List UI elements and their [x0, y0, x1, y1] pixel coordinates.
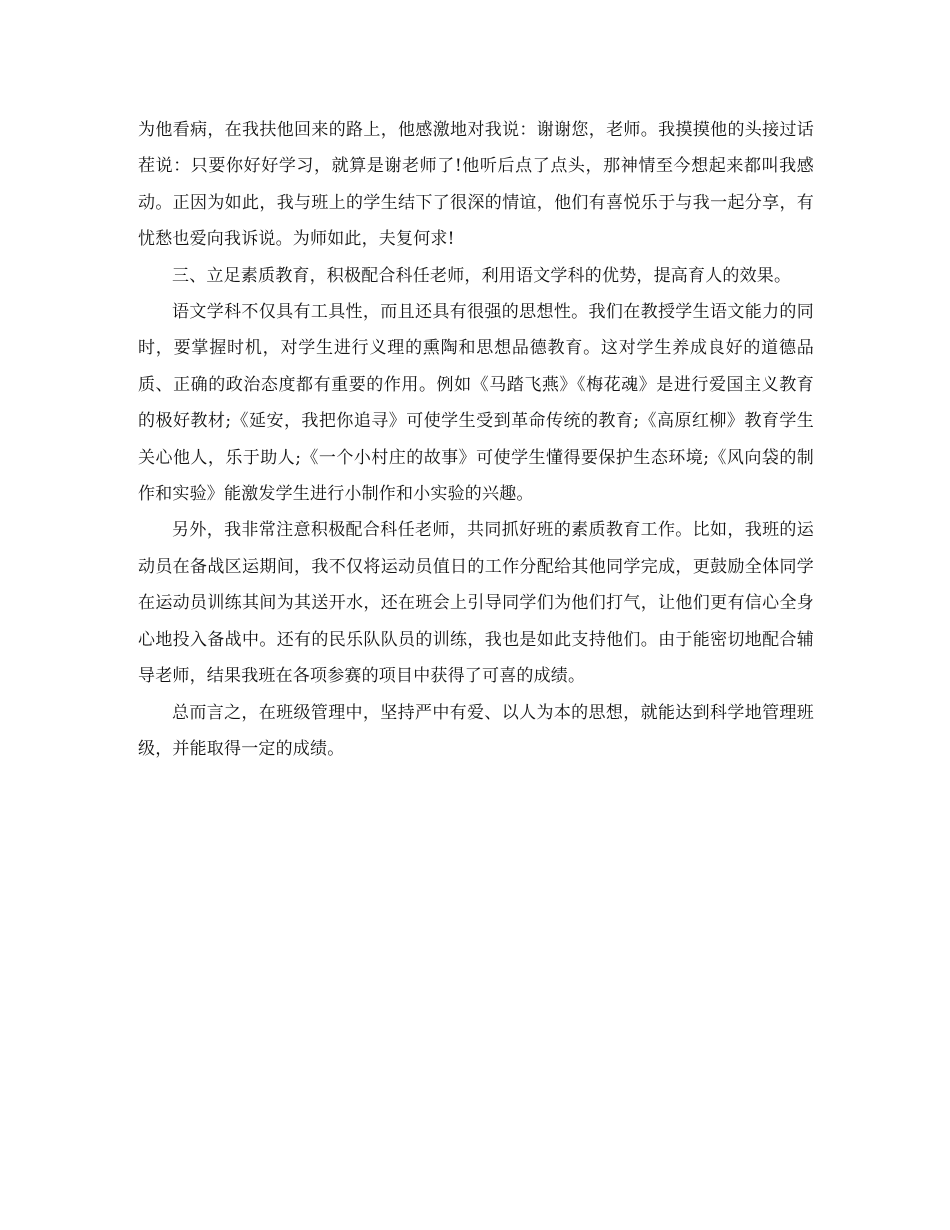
paragraph-chinese-subject: 语文学科不仅具有工具性，而且还具有很强的思想性。我们在教授学生语文能力的同时，要掌握时机，对学生进行义理的熏陶和思想品德教育。这对学生养成良好的道德品质、正确的政治态度都有重要的作用。例如《马踏飞燕》《梅花魂》是进行爱国主义教育的极好教材;《延安，我把你追寻》可使学生受到革命传统的教育;《高原红柳》教育学生关心他人，乐于助人;《一个小村庄的故事》可使学生懂得要保护生态环境;《风向袋的制作和实验》能激发学生进行小制作和小实验的兴趣。	[138, 302, 814, 505]
document-body	[138, 112, 814, 767]
paragraph-continuation: 为他看病，在我扶他回来的路上，他感激地对我说：谢谢您，老师。我摸摸他的头接过话茬说：只要你好好学习，就算是谢老师了!他听后点了点头，那神情至今想起来都叫我感动。正因为如此，我与班上的学生结下了很深的情谊，他们有喜悦乐于与我一起分享，有忧愁也爱向我诉说。为师如此，夫复何求!	[138, 120, 814, 250]
paragraph-conclusion: 总而言之，在班级管理中，坚持严中有爱、以人为本的思想，就能达到科学地管理班级，并能取得一定的成绩。	[138, 702, 814, 759]
paragraph-cooperation: 另外，我非常注意积极配合科任老师，共同抓好班的素质教育工作。比如，我班的运动员在备战区运期间，我不仅将运动员值日的工作分配给其他同学完成，更鼓励全体同学在运动员训练其间为其送开水，还在班会上引导同学们为他们打气，让他们更有信心全身心地投入备战中。还有的民乐队队员的训练，我也是如此支持他们。由于能密切地配合辅导老师，结果我班在各项参赛的项目中获得了可喜的成绩。	[138, 520, 814, 687]
paragraph-section-heading: 三、立足素质教育，积极配合科任老师，利用语文学科的优势，提高育人的效果。	[172, 265, 792, 286]
